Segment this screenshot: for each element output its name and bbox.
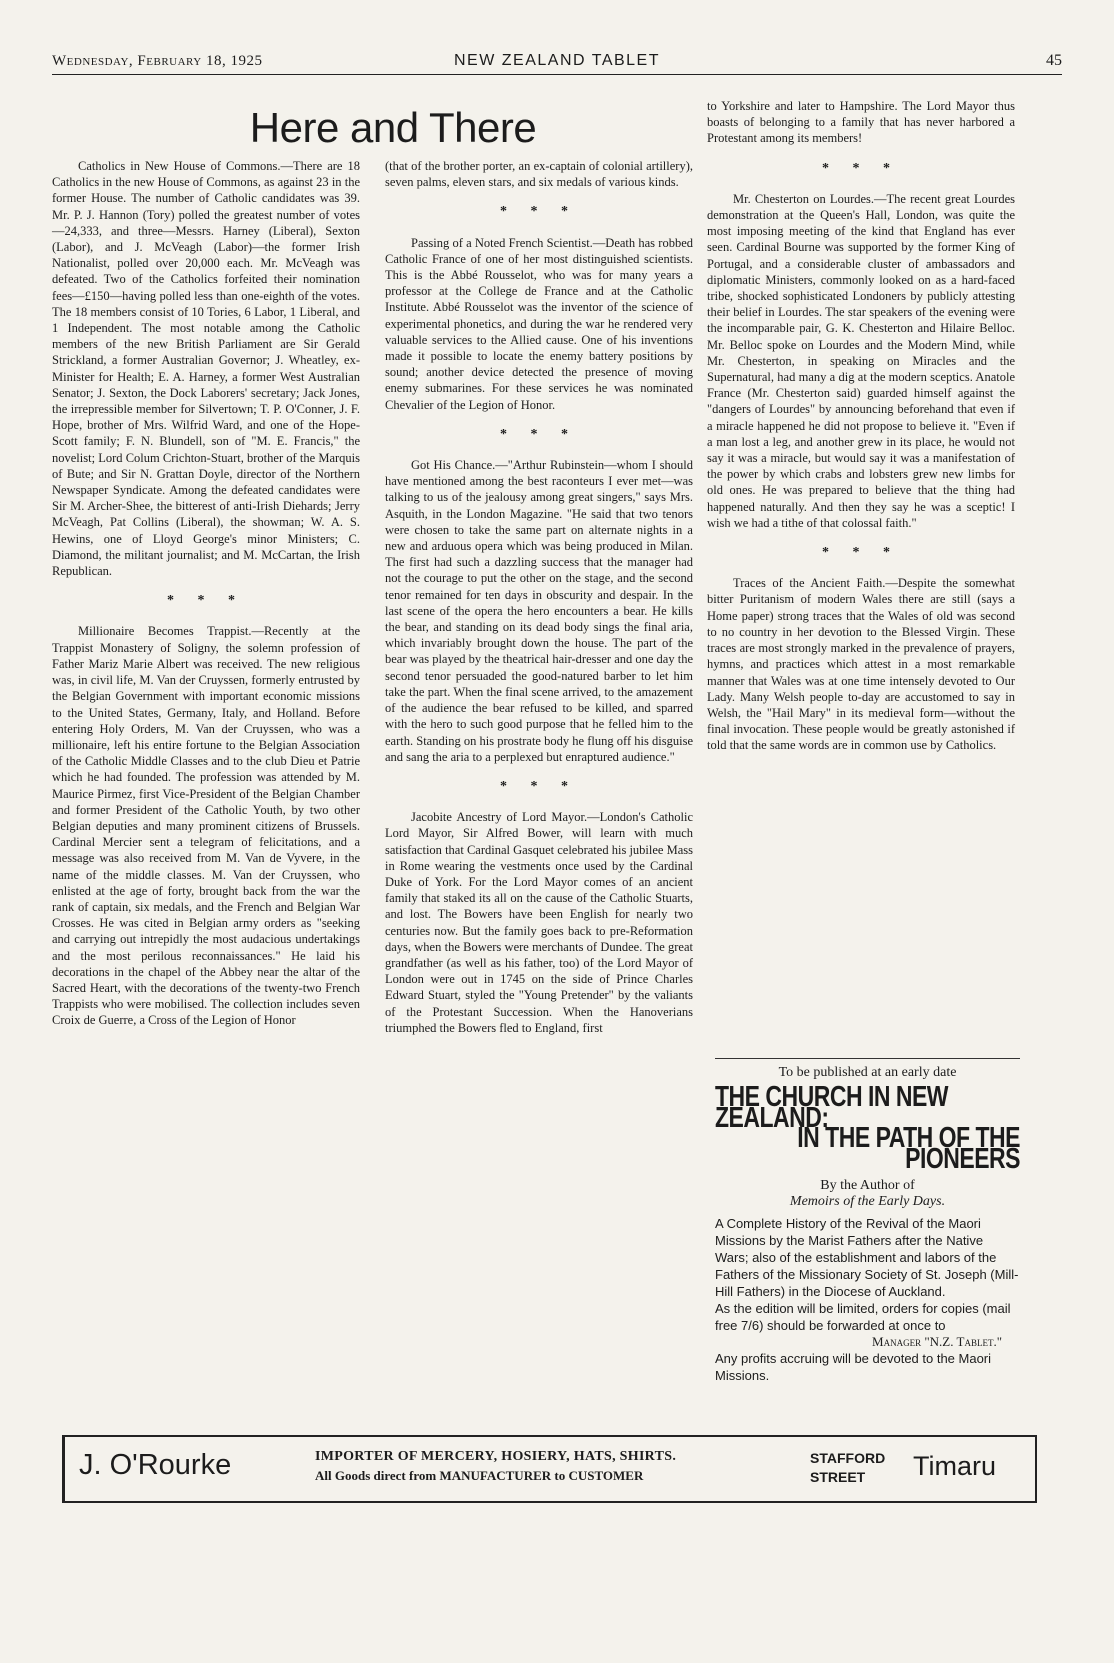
article-ancient-faith: Traces of the Ancient Faith.—Despite the somewhat bitter Puritanism of modern Wales there are still (says a Home paper) strong traces that the Wales of old was second to no country in her devotion to the Blessed Virgin. These traces are most strongly marked in the prevalence of prayers, hymns, and practices which attest in a most remarkable manner that Wales was at one time intensely devoted to Our Lady. Many Welsh people to-day are accustomed to say in Welsh, the "Hail Mary" in its medieval form—without the final invocation. These people would be greatly astonished if told that the same words are in common use by Catholics. (707, 576, 1015, 753)
merchant-street (810, 1449, 885, 1487)
section-title: Here and There (249, 104, 537, 151)
ad-preheading: To be published at an early date (715, 1058, 1020, 1082)
column-3 (707, 98, 1015, 754)
article-jacobite-ancestry: Jacobite Ancestry of Lord Mayor.—London's Catholic Lord Mayor, Sir Alfred Bower, will learn with much satisfaction that Cardinal Gasquet celebrated his jubilee Mass in Rome wearing the vestments once used by the Cardinal Duke of York. For the Lord Mayor comes of an ancient family that staked its all on the cause of the Catholic Stuarts, and lost. The Bowers have been English for nearly two centuries now. But the family goes back to pre-Reformation days, when the Bowers were merchants of Dundee. The great grandfather (as well as his father, too) of the Lord Mayor of London were out in 1745 on the side of Prince Charles Edward Stuart, styled the "Young Pretender" by the valiants of the Protestant Succession. When the Hanoverians triumphed the Bowers fled to England, first (385, 810, 693, 1035)
article-catholics-in-commons: Catholics in New House of Commons.—There are 18 Catholics in the new House of Commons, as against 23 in the former House. The number of Catholic candidates was 39. Mr. P. J. Hannon (Tory) polled the greatest number of votes—24,333, and three—Messrs. Harney (Liberal), Sexton (Labor), and J. McVeagh (Labor)—the former Irish Nationalist, polled over 20,000 each. Mr. McVeagh was defeated. Two of the Catholics forfeited their nomination fees—£150—having polled less than one-eighth of the votes. The 18 members consist of 10 Tories, 6 Labor, 1 Liberal, and 1 Independent. The most notable among the Catholic members of the new British Parliament are Sir Gerald Strickland, a former Australian Governor; J. Wheatley, ex-Minister for Health; E. A. Harney, a former West Australian Senator; J. Sexton, the Dock Laborers' secretary; Jack Jones, the irrepressible member for Silvertown; T. P. O'Conner, J. F. Hope, brother of Mrs. Wilfrid Ward, and one of the Hope-Scott family; F. N. Blundell, son of "M. E. Francis," the novelist; Lord Colum Crichton-Stuart, brother of the Marquis of Bute; and Sir N. Grattan Doyle, director of the Northern Newspaper Syndicate. Among the defeated candidates were Sir M. Archer-Shee, the bitterest of anti-Irish Diehards; Jerry McVeagh, Pat Collins (Liberal), the showman; W. A. S. Hewins, one of Lloyd George's minor Ministers; C. Diamond, the militant journalist; and M. McCartan, the Irish Republican. (52, 159, 360, 579)
merchant-line-2: All Goods direct from MANUFACTURER to CUSTOMER (315, 1468, 644, 1483)
separator-stars: * * * (500, 426, 578, 442)
ad-headline-2: IN THE PATH OF THE PIONEERS (797, 1120, 1020, 1174)
article-continuation: (that of the brother porter, an ex-captain of colonial artillery), seven palms, eleven stars, and six medals of various kinds. (385, 159, 693, 190)
ad-headline-1: THE CHURCH IN NEW ZEALAND: (715, 1079, 948, 1133)
issue-date: Wednesday, February 18, 1925 (52, 53, 263, 69)
page-header (52, 50, 1062, 75)
merchant-name: J. O'Rourke (79, 1449, 232, 1481)
separator-stars: * * * (822, 160, 900, 176)
separator-stars: * * * (822, 545, 900, 561)
article-millionaire-trappist: Millionaire Becomes Trappist.—Recently at the Trappist Monastery of Soligny, the solemn profession of Father Mariz Marie Albert was received. The new religious was, in civil life, M. Van der Cruyssen, formerly entrusted by the Belgian Government with important economic missions to the United States, Germany, Italy, and Holland. Before entering Holy Orders, M. Van der Cruyssen, who was a millionaire, left his entire fortune to the Belgian Association of the Catholic Middle Classes and to the club Dieu et Patrie which he had founded. The profession was attended by M. Maurice Pirmez, first Vice-President of the Belgian Chamber and former President of the Catholic Youth, by two other Belgian deputies and many prominent citizens of Brussels. Cardinal Mercier sent a telegram of felicitations, and a message was also received from M. Van de Vyvere, in the name of the middle classes. M. Van der Cruyssen, who enlisted at the age of forty, brought back from the war the rank of captain, six medals, and the French and Belgian War Crosses. He was cited in Belgian army orders as "seeking and carrying out intrepidly the most audacious undertakings and the most perilous reconnaissances." He laid his decorations in the chapel of the Abbey near the altar of the Sacred Heart, with the decorations of the twenty-two French Trappists who were mobilised. The collection includes seven Croix de Guerre, a Cross of the Legion of Honor (52, 624, 360, 1028)
book-advertisement (715, 1058, 1020, 1384)
page-number: 45 (1046, 52, 1062, 69)
article-continuation: to Yorkshire and later to Hampshire. The Lord Mayor thus boasts of belonging to a family that has never harbored a Protestant among its members! (707, 99, 1015, 146)
article-got-his-chance: Got His Chance.—"Arthur Rubinstein—whom I should have mentioned among the best raconteurs I ever met—was talking to us of the jealousy among great singers," says Mrs. Asquith, in the London Magazine. "He said that two tenors were chosen to take the same part on alternate nights in a new and arduous opera which was being produced in Milan. The first had such a dazzling success that the manager had not the courage to put the other on the stage, and the second tenor remained for ten days in obscurity and despair. In the last scene of the opera the hero encounters a bear. He kills the bear, and standing on its dead body sings the final aria, which invariably brought down the house. The part of the bear was played by the theatrical hair-dresser and one day the second tenor persuaded the good-natured barber to let him take the part. When the final scene arrived, to the amazement of the audience the bear refused to be killed, and sparred with the hero to such good purpose that he felled him to the earth. Standing on his prostrate body he flung off his disguise and sang the aria to a perplexed but enraptured audience." (385, 458, 693, 764)
column-2 (385, 158, 693, 1036)
merchant-line-1: IMPORTER OF MERCERY, HOSIERY, HATS, SHIRTS. (315, 1449, 677, 1464)
ad-author-work: Memoirs of the Early Days. (789, 1194, 946, 1209)
ad-profits-note: Any profits accruing will be devoted to the Maori Missions. (715, 1351, 992, 1383)
article-chesterton-lourdes: Mr. Chesterton on Lourdes.—The recent great Lourdes demonstration at the Queen's Hall, London, was quite the most imposing meeting of the kind that England has ever seen. Cardinal Bourne was supported by the former King of Portugal, and a considerable cluster of ambassadors and diplomatic Ministers, commonly looked on as a hard-faced tribe, shocked sophisticated Londoners by publicly attesting their belief in Lourdes. The star speakers of the evening were the incomparable pair, G. K. Chesterton and Hilaire Belloc. Mr. Belloc spoke on Lourdes and the Modern Mind, while Mr. Chesterton, in speaking on Miracles and the Supernatural, had many a dig at the modern sceptics. Anatole France (Mr. Chesterton said) guarded himself against the "dangers of Lourdes" by announcing beforehand that even if a miracle happened he did not propose to believe it. "Even if a man lost a leg, and another grew in its place, he would not say it was a miracle, but would say it was a manifestation of the power by which crabs and lobsters grew new limbs for old ones. He was prepared to believe that the thing had happened naturally. And then they say he was a sceptic! I wish we had a tithe of that colossal faith." (707, 191, 1015, 530)
separator-stars: * * * (167, 593, 245, 609)
separator-stars: * * * (500, 778, 578, 794)
street-line-1: STAFFORD (810, 1450, 886, 1466)
masthead: NEW ZEALAND TABLET (454, 52, 660, 69)
separator-stars: * * * (500, 204, 578, 220)
column-1 (52, 158, 360, 1029)
ad-order-info: As the edition will be limited, orders for copies (mail free 7/6) should be forwarded at once to (715, 1300, 1011, 1333)
ad-description: A Complete History of the Revival of the Maori Missions by the Marist Fathers after the Native Wars; also of the establishment and labors of the Fathers of the Missionary Society of St. Joseph (Mill-Hill Fathers) in the Diocese of Auckland. (715, 1215, 1019, 1299)
ad-byline: By the Author of (820, 1177, 915, 1193)
ad-manager: Manager "N.Z. Tablet." (872, 1333, 1002, 1349)
merchant-advertisement (62, 1435, 1037, 1503)
merchant-town: Timaru (913, 1451, 997, 1481)
street-line-2: STREET (810, 1469, 866, 1485)
article-french-scientist: Passing of a Noted French Scientist.—Death has robbed Catholic France of one of her most distinguished scientists. This is the Abbé Rousselot, who was for many years a professor at the College de France and at the Catholic Institute. Abbé Rousselot was the inventor of the science of experimental phonetics, and during the war he rendered very valuable services to the Allied cause. One of his inventions made it possible to locate the enemy battery positions by sound; another device detected the presence of moving enemy submarines. For these services he was nominated Chevalier of the Legion of Honor. (385, 235, 693, 412)
